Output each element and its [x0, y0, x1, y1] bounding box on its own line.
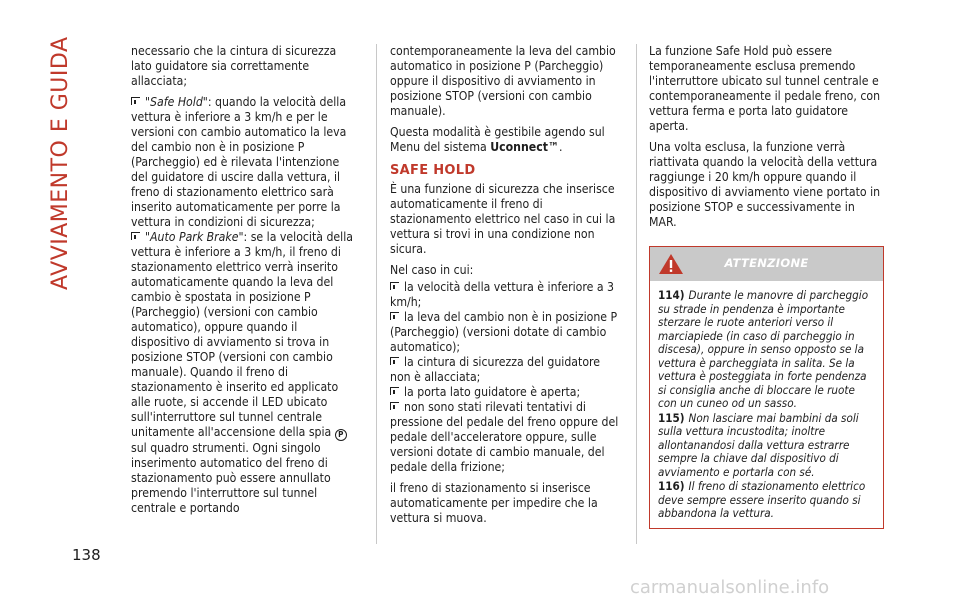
column-1	[131, 44, 359, 516]
warning-number: 115)	[658, 410, 685, 425]
bullet-icon	[390, 402, 399, 410]
section-heading: SAFE HOLD	[390, 163, 476, 178]
paragraph: Una volta esclusa, la funzione verrà riattivata quando la velocità della vettura raggiunge i 20 km/h oppure quando il dispositivo di avviamento viene portato in posizione STOP e successivamente in MAR.	[649, 140, 881, 229]
parking-brake-warning-icon: P	[335, 429, 347, 441]
warning-text: Durante le manovre di parcheggio su strade in pendenza è importante sterzare le ruote anteriori verso il marciapiede (in caso di parcheggio in discesa), oppure in senso opposto se la vettura è parcheggiata in salita. Se la vettura è posteggiata in forte pendenza si consiglia anche di bloccare le ruote con un cuneo od un sasso.	[658, 288, 869, 410]
warning-number: 116)	[658, 479, 685, 493]
uconnect-label: Uconnect™	[490, 140, 559, 154]
list-item: "Safe Hold": quando la velocità della vettura è inferiore a 3 km/h e per le versioni con cambio automatico la leva del cambio non è in posizione P (Parcheggio) ed è rilevata l'intenzione del guidatore di uscire dalla vettura, il freno di stazionamento elettrico sarà inserito automaticamente per porre la vettura in condizioni di sicurezza;	[131, 95, 347, 229]
list-item: la cintura di sicurezza del guidatore non è allacciata;	[390, 355, 601, 384]
warning-number: 114)	[658, 288, 685, 302]
paragraph: È una funzione di sicurezza che inserisce automaticamente il freno di stazionamento elettrico nel caso in cui la vettura si trovi in una condizione non sicura.	[390, 182, 616, 256]
warning-item	[658, 289, 875, 411]
column-divider	[636, 44, 637, 544]
page-number: 138	[72, 546, 101, 564]
warning-text: Il freno di stazionamento elettrico deve sempre essere inserito quando si abbandona la vettura.	[658, 479, 866, 520]
watermark: carmanualsonline.info	[630, 577, 830, 598]
bullet-icon	[390, 312, 399, 320]
warning-item	[658, 480, 875, 521]
warning-body	[650, 281, 883, 528]
paragraph: Nel caso in cui:	[390, 263, 474, 277]
warning-box	[649, 246, 884, 529]
paragraph: La funzione Safe Hold può essere temporaneamente esclusa premendo l'interruttore ubicato sul tunnel centrale e contemporaneamente il pedale freno, con vettura ferma e porta lato guidatore aperta.	[649, 44, 881, 133]
bullet-icon	[390, 357, 399, 365]
list-item: la porta lato guidatore è aperta;	[390, 385, 622, 400]
paragraph: necessario che la cintura di sicurezza lato guidatore sia correttamente allacciata;	[131, 44, 337, 88]
bullet-icon	[390, 387, 399, 395]
warning-text: Non lasciare mai bambini da soli sulla vettura incustodita; inoltre allontanandosi dalla vettura estrarre sempre la chiave dal dispositivo di avviamento e portarla con sé.	[658, 410, 859, 479]
list-item: non sono stati rilevati tentativi di pressione del pedale del freno oppure del pedale dell'acceleratore oppure, sulle versioni dotate di cambio manuale, del pedale della frizione;	[390, 400, 619, 474]
bullet-icon	[390, 282, 399, 290]
bullet-icon	[131, 232, 140, 240]
bullet-list	[390, 280, 622, 475]
warning-title: ATTENZIONE	[724, 256, 809, 270]
bullet-icon	[131, 97, 140, 105]
column-divider	[376, 44, 377, 544]
list-item: la velocità della vettura è inferiore a 3 km/h;	[390, 280, 615, 309]
paragraph: Questa modalità è gestibile agendo sul Menu del sistema Uconnect™.	[390, 125, 605, 154]
paragraph: il freno di stazionamento si inserisce automaticamente per impedire che la vettura si muova.	[390, 481, 598, 525]
warning-item	[658, 412, 875, 480]
warning-header	[650, 247, 883, 281]
list-item: "Auto Park Brake": se la velocità della vettura è inferiore a 3 km/h, il freno di stazionamento elettrico verrà inserito automaticamente quando la leva del cambio è spostata in posizione P (Parcheggio) (versioni con cambio automatico), oppure quando il dispositivo di avviamento si trova in posizione STOP (versioni con cambio manuale). Quando il freno di stazionamento è inserito ed applicato alle ruote, si accende il LED ubicato sull'interruttore sul tunnel centrale unitamente all'accensione della spia P sul quadro strumenti. Ogni singolo inserimento automatico del freno di stazionamento può essere annullato premendo l'interruttore sul tunnel centrale e portando	[131, 230, 353, 515]
column-3	[649, 44, 884, 529]
paragraph: contemporaneamente la leva del cambio automatico in posizione P (Parcheggio) oppure il dispositivo di avviamento in posizione STOP (versioni con cambio manuale).	[390, 44, 616, 118]
section-title: AVVIAMENTO E GUIDA	[48, 36, 73, 290]
column-2	[390, 44, 622, 532]
list-item: la leva del cambio non è in posizione P (Parcheggio) (versioni dotate di cambio automatico);	[390, 310, 618, 354]
